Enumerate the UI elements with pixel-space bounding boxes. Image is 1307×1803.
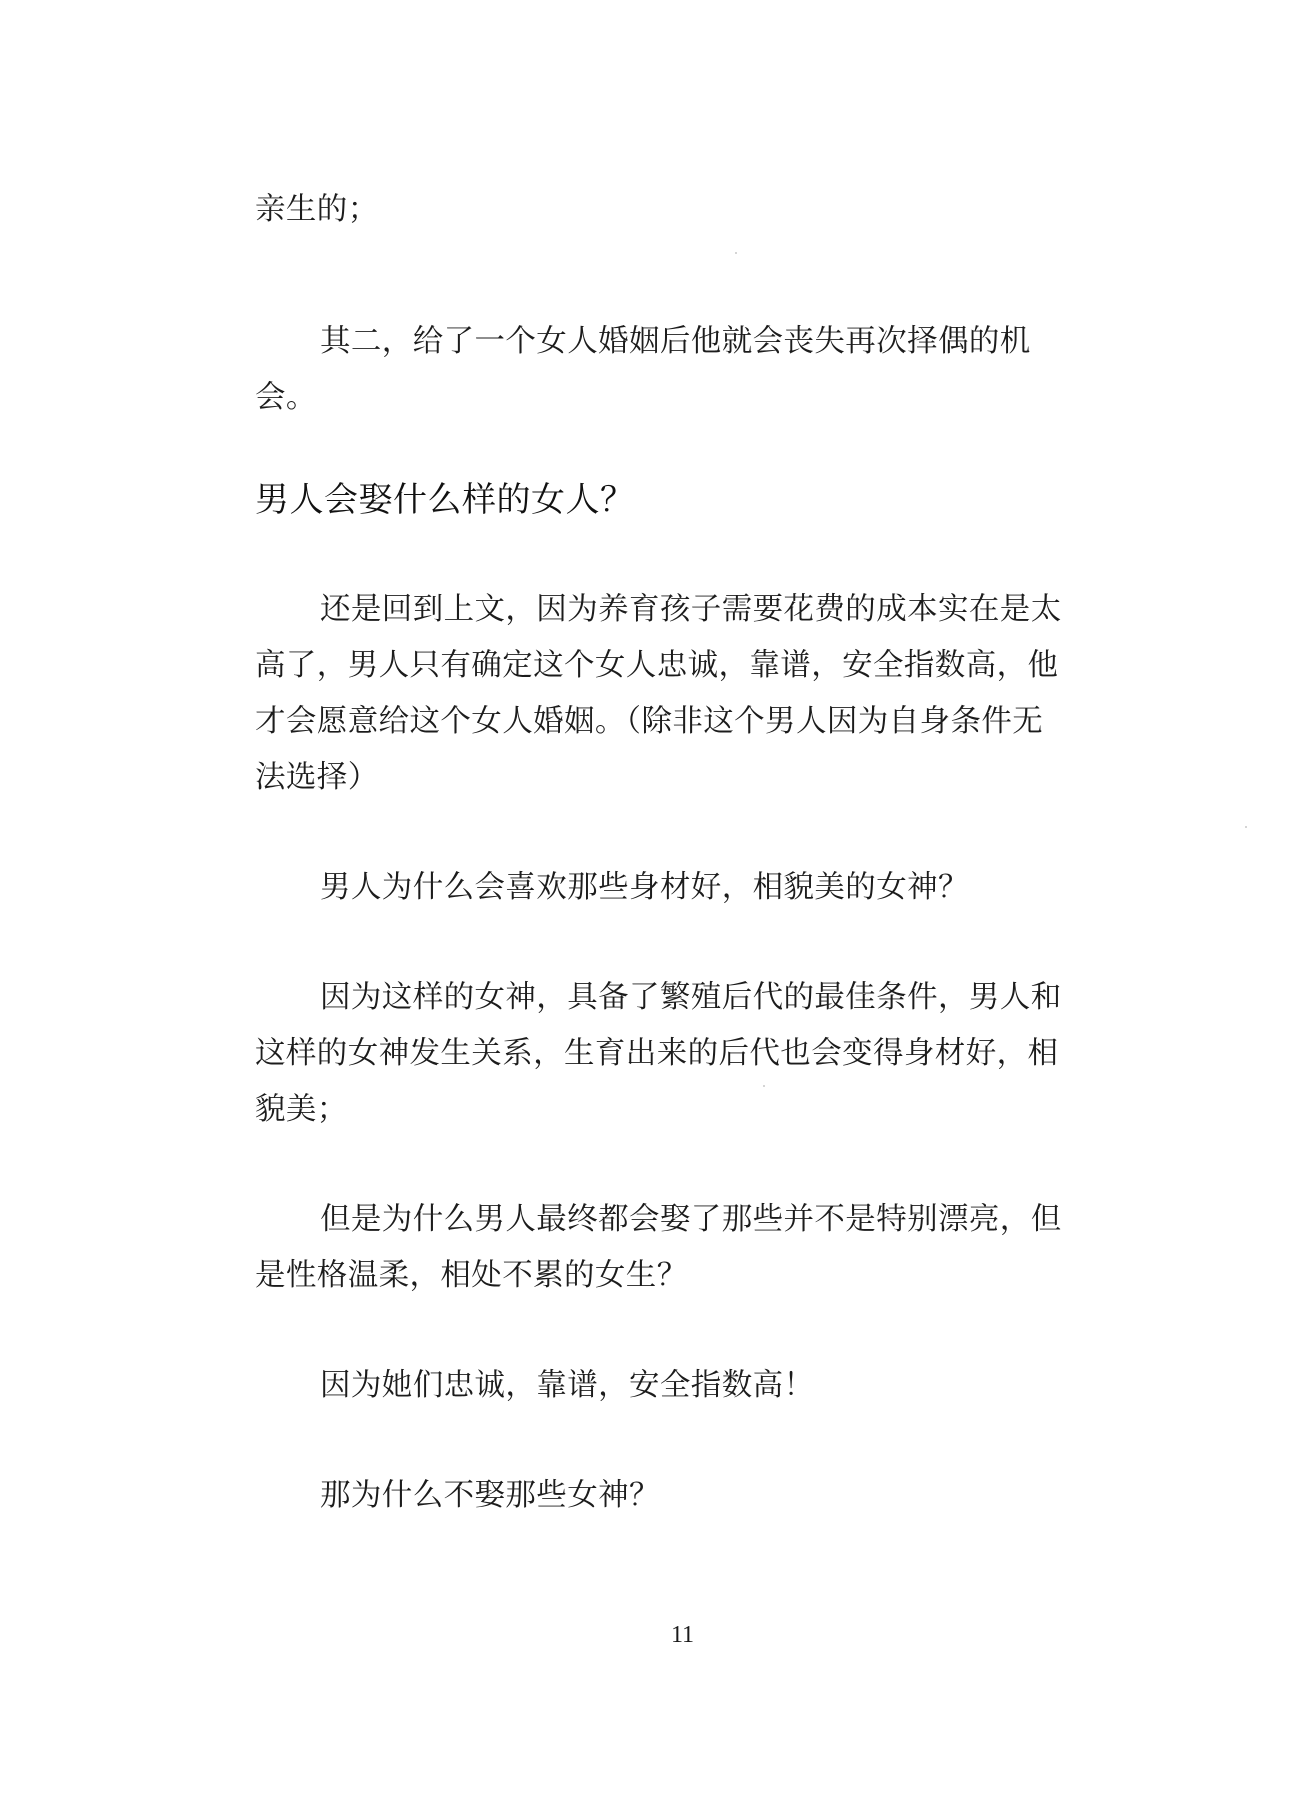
- scan-speck: [1245, 826, 1247, 828]
- paragraph-line: 才会愿意给这个女人婚姻。（除非这个男人因为自身条件无: [255, 704, 1044, 739]
- paragraph-line: 男人为什么会喜欢那些身材好，相貌美的女神？: [320, 870, 969, 905]
- scan-speck: [763, 1085, 765, 1087]
- page-number: 11: [670, 1622, 695, 1648]
- paragraph-line: 还是回到上文，因为养育孩子需要花费的成本实在是太: [320, 592, 1062, 627]
- paragraph-line: 其二，给了一个女人婚姻后他就会丧失再次择偶的机: [320, 324, 1031, 359]
- paragraph-line: 那为什么不娶那些女神？: [320, 1478, 660, 1513]
- paragraph-line: 这样的女神发生关系，生育出来的后代也会变得身材好，相: [255, 1036, 1059, 1071]
- paragraph-line: 是性格温柔，相处不累的女生？: [255, 1258, 688, 1293]
- paragraph-line: 法选择）: [255, 760, 379, 795]
- paragraph-line: 貌美；: [255, 1092, 348, 1127]
- paragraph-line: 因为她们忠诚，靠谱，安全指数高！: [320, 1368, 815, 1403]
- paragraph-line: 亲生的；: [255, 192, 379, 227]
- paragraph-line: 高了，男人只有确定这个女人忠诚，靠谱，安全指数高，他: [255, 648, 1059, 683]
- section-heading: 男人会娶什么样的女人？: [255, 480, 635, 520]
- paragraph-line: 但是为什么男人最终都会娶了那些并不是特别漂亮，但: [320, 1202, 1062, 1237]
- paragraph-line: 因为这样的女神，具备了繁殖后代的最佳条件，男人和: [320, 980, 1062, 1015]
- scan-speck: [735, 252, 737, 254]
- paragraph-line: 会。: [255, 380, 317, 415]
